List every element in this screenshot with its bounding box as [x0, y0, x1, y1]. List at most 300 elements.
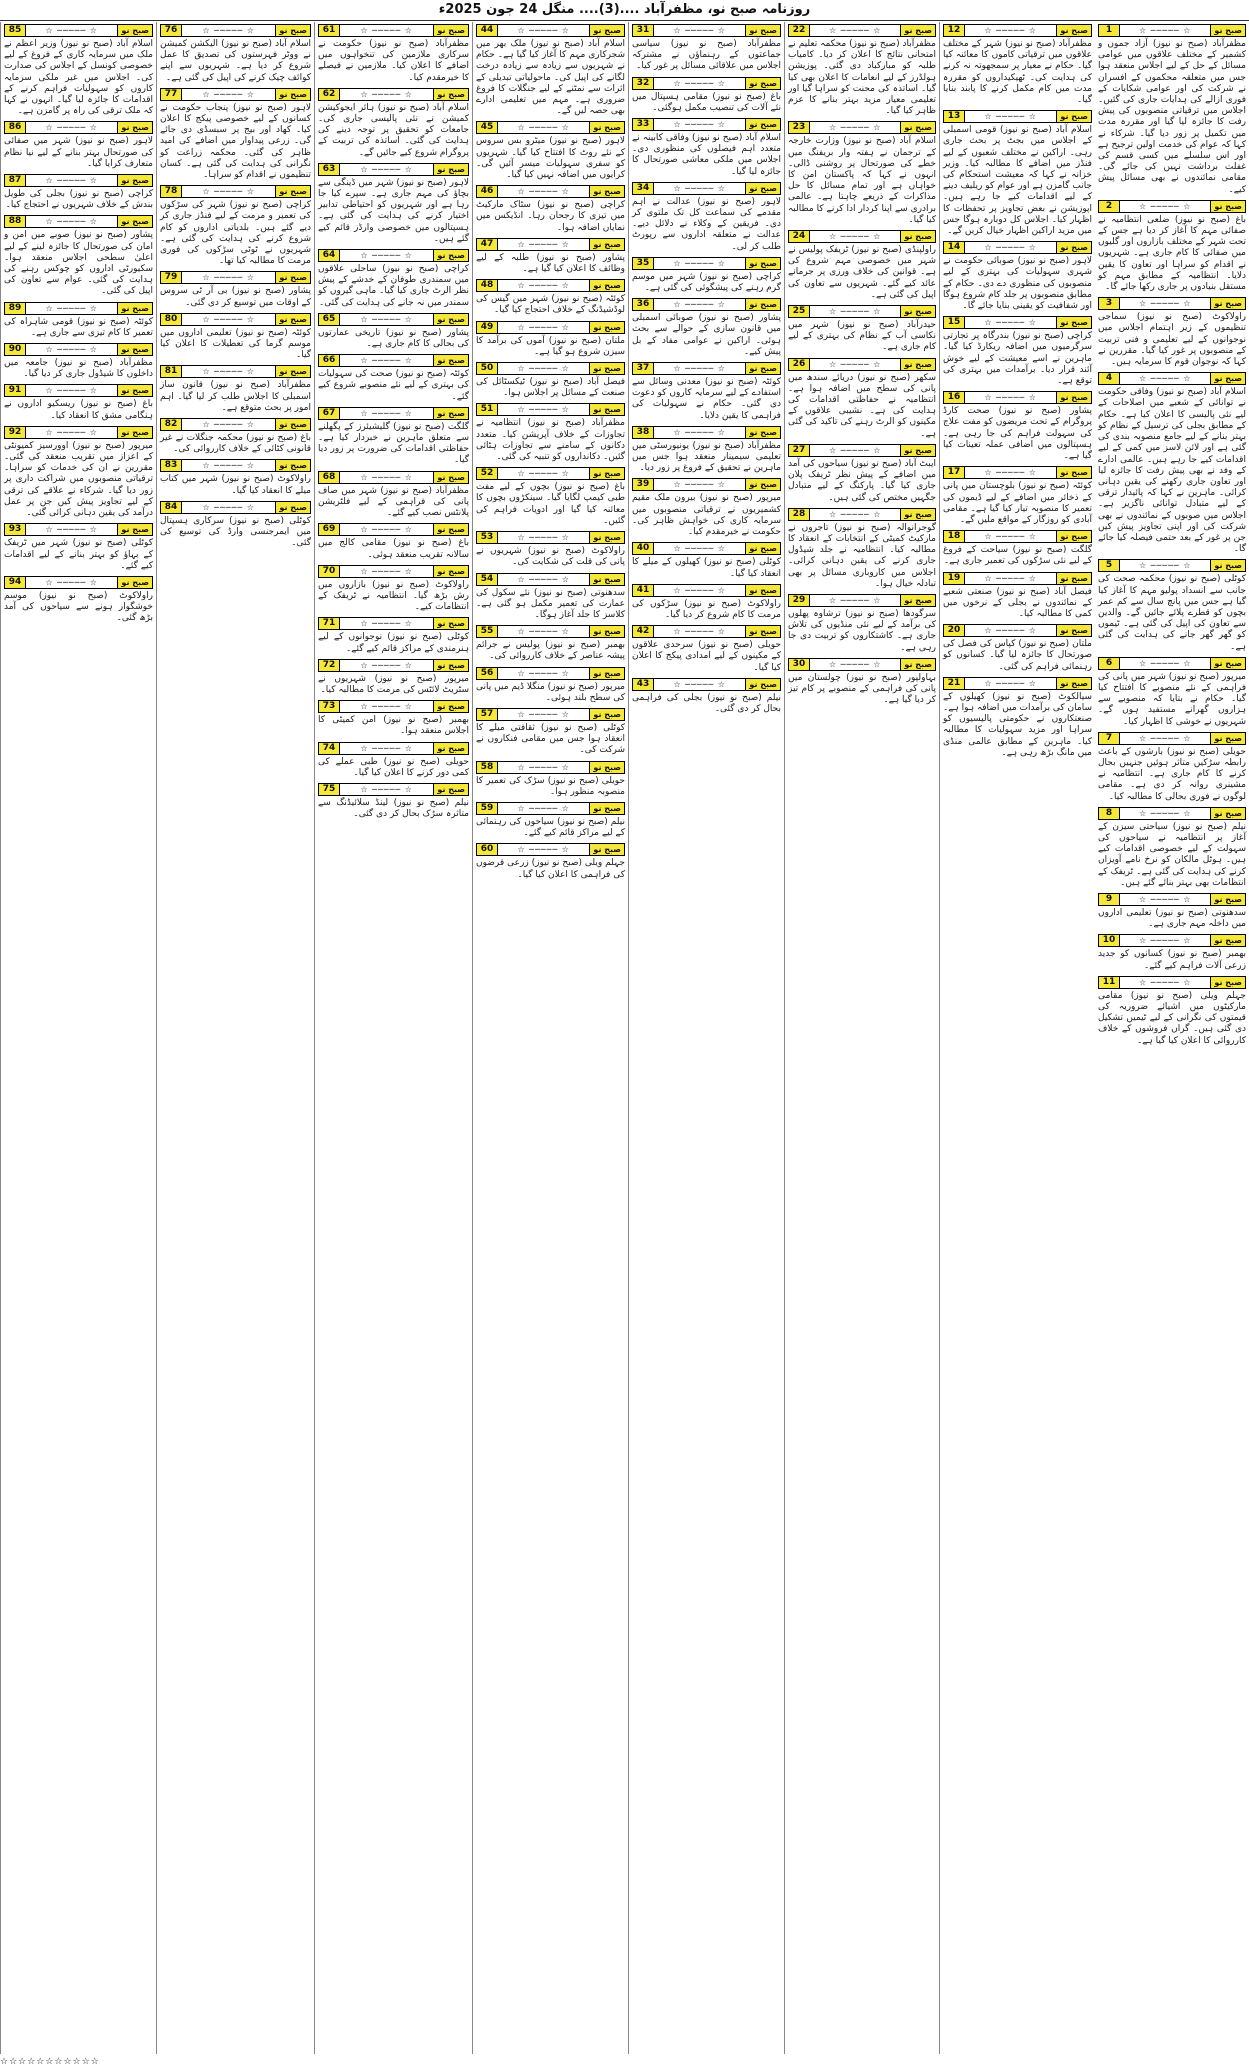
item-header-band — [1098, 200, 1246, 213]
item-header-band — [476, 667, 625, 680]
star-divider: ☆ ───── ☆ — [984, 626, 1037, 636]
paper-logo-mark: صبح نو — [900, 122, 935, 133]
item-number: 79 — [161, 272, 182, 283]
star-divider: ☆ ───── ☆ — [673, 427, 726, 437]
star-divider: ☆ ───── ☆ — [1138, 561, 1192, 571]
item-number: 2 — [1099, 201, 1120, 212]
news-text: کوٹلی (صبح نو نیوز) شہر میں ٹریفک کے بہاؤ کو بہتر بنانے کے لیے اقدامات کیے گئے۔ — [4, 538, 153, 571]
news-text: گوجرانوالہ (صبح نو نیوز) تاجروں نے مارکیٹ کمیٹی کے انتخابات کے انعقاد کا مطالبہ کیا۔ انتظامیہ نے جلد شیڈول جاری کرنے کی یقین دہانی کرائی۔ اجلاس میں کاروباری مسائل پر بھی تبادلہ خیال ہوا۔ — [788, 522, 936, 589]
star-divider: ☆ ───── ☆ — [517, 762, 570, 772]
news-text: گلگت (صبح نو نیوز) گلیشیئرز کے پگھلنے سے متعلق ماہرین نے خبردار کیا ہے۔ حفاظتی اقدامات کی ضرورت پر زور دیا گیا۔ — [318, 421, 469, 466]
news-text: حیدرآباد (صبح نو نیوز) شہر میں نکاسی آب کے نظام کی بہتری کے لیے کام جاری ہے۔ — [788, 320, 936, 353]
item-header-band — [318, 565, 469, 578]
paper-logo-mark: صبح نو — [117, 25, 152, 36]
item-header-band — [160, 185, 311, 198]
paper-logo-mark: صبح نو — [275, 502, 310, 513]
star-divider: ☆ ───── ☆ — [202, 187, 255, 197]
news-text: پشاور (صبح نو نیوز) صوبائی اسمبلی میں قانون سازی کے حوالے سے بحث ہوئی۔ اراکین نے عوامی مفاد کے بل پیش کیے۔ — [632, 313, 781, 357]
item-header-band — [318, 313, 469, 326]
item-number: 17 — [944, 467, 965, 478]
star-divider: ☆ ───── ☆ — [828, 123, 882, 133]
news-item — [943, 241, 1092, 312]
news-item — [476, 843, 625, 880]
news-item — [476, 321, 625, 358]
news-item — [1098, 893, 1246, 930]
news-text: مظفرآباد (صبح نو نیوز) شہر میں صاف پانی کی فراہمی کے لیے فلٹریشن پلانٹس نصب کیے گئے۔ — [318, 485, 469, 519]
star-divider: ☆ ───── ☆ — [517, 405, 570, 415]
news-text: باغ (صبح نو نیوز) مقامی کالج میں سالانہ تقریب منعقد ہوئی۔ — [318, 538, 469, 560]
news-text: پشاور (صبح نو نیوز) تاریخی عمارتوں کی بحالی کا کام جاری ہے۔ — [318, 327, 469, 350]
news-text: کوٹلی (صبح نو نیوز) محکمہ صحت کی جانب سے انسداد پولیو مہم کا آغاز کیا گیا ہے جس میں پانچ سال سے کم عمر بچوں کو قطرے پلائے جائیں گے۔ والدین سے تعاون کی اپیل کی گئی ہے۔ ٹیموں کو گھر گھر جانے کی ہدایت کی گئی ہے۔ — [1098, 574, 1246, 652]
paper-logo-mark: صبح نو — [117, 122, 152, 133]
star-divider: ☆ ───── ☆ — [202, 89, 255, 99]
news-column — [939, 22, 1095, 2054]
news-column — [784, 22, 939, 2054]
item-header-band — [318, 471, 469, 484]
item-header-band — [4, 24, 153, 37]
news-text: سدھنوتی (صبح نو نیوز) تعلیمی اداروں میں داخلہ مہم جاری ہے۔ — [1098, 908, 1246, 930]
news-text: لاہور (صبح نو نیوز) شہر میں صفائی کی صورتحال بہتر بنانے کے لیے نیا نظام متعارف کرایا گیا۔ — [4, 136, 153, 169]
item-header-band — [943, 316, 1092, 329]
item-number: 46 — [477, 186, 498, 197]
news-text: راولاکوٹ (صبح نو نیوز) سماجی تنظیموں کے زیر اہتمام اجلاس میں نوجوانوں کے لیے تعلیمی و فنی تربیت کے منصوبوں پر غور کیا گیا۔ مقررین نے کہا کہ نوجوان قوم کا سرمایہ ہیں۔ — [1098, 312, 1246, 368]
paper-logo-mark: صبح نو — [117, 175, 152, 186]
paper-logo-mark: صبح نو — [589, 532, 624, 543]
news-column — [472, 22, 628, 2054]
news-item — [632, 257, 781, 294]
news-text: مظفرآباد (صبح نو نیوز) محکمہ تعلیم نے امتحانی نتائج کا اعلان کر دیا۔ کامیاب طلبہ کو مبارکباد دی گئی۔ پوزیشن ہولڈرز کے لیے انعامات کا اعلان بھی کیا گیا۔ اساتذہ کی محنت کو سراہا گیا اور تعلیمی معیار مزید بہتر بنانے کا عزم ظاہر کیا گیا۔ — [788, 39, 936, 117]
news-text: لاہور (صبح نو نیوز) شہر میں ڈینگی سے بچاؤ کی مہم جاری ہے۔ سپرے کیا جا رہا ہے اور شہریوں کو احتیاطی تدابیر اختیار کرنے کی ہدایت کی گئی ہے۔ ہسپتالوں میں خصوصی وارڈز قائم کیے گئے ہیں۔ — [318, 177, 469, 244]
item-number: 15 — [944, 317, 965, 328]
news-text: راولاکوٹ (صبح نو نیوز) سڑکوں کی مرمت کا کام شروع کر دیا گیا۔ — [632, 598, 781, 620]
star-divider: ☆ ───── ☆ — [45, 427, 98, 437]
item-number: 27 — [789, 445, 810, 456]
news-text: فیصل آباد (صبح نو نیوز) صنعتی شعبے کے نمائندوں نے بجلی کے نرخوں میں کمی کا مطالبہ کیا۔ — [943, 586, 1092, 619]
star-divider: ☆ ───── ☆ — [828, 445, 882, 455]
item-header-band — [943, 110, 1092, 123]
news-text: مظفرآباد (صبح نو نیوز) آزاد جموں و کشمیر کے مختلف علاقوں میں عوامی مسائل کے حل کے لیے اجلاس منعقد ہوا جس میں متعلقہ محکموں کے افسران نے شرکت کی اور عوامی شکایات کے فوری ازالے کی ہدایات جاری کی گئیں۔ اجلاس میں ترقیاتی منصوبوں کی پیش رفت کا جائزہ لیا گیا اور مقررہ مدت میں تکمیل پر زور دیا گیا۔ شرکاء نے کہا کہ عوام کی خدمت اولین ترجیح ہے اور اس سلسلے میں کسی قسم کی غفلت برداشت نہیں کی جائے گی۔ مقامی نمائندوں نے بھی مسائل پیش کیے۔ — [1098, 39, 1246, 195]
paper-logo-mark: صبح نو — [589, 574, 624, 585]
news-text: میرپور (صبح نو نیوز) شہر میں پانی کی فراہمی کے نئے منصوبے کا افتتاح کیا گیا۔ حکام نے بتایا کہ منصوبے سے ہزاروں گھرانے مستفید ہوں گے۔ شہریوں نے خوشی کا اظہار کیا۔ — [1098, 671, 1246, 727]
paper-logo-mark: صبح نو — [900, 231, 935, 242]
item-number: 63 — [319, 164, 340, 175]
star-divider: ☆ ───── ☆ — [828, 509, 882, 519]
star-divider: ☆ ───── ☆ — [1138, 201, 1192, 211]
paper-logo-mark: صبح نو — [1056, 678, 1091, 689]
paper-logo-mark: صبح نو — [589, 709, 624, 720]
star-divider: ☆ ───── ☆ — [673, 585, 726, 595]
news-item — [160, 365, 311, 414]
news-column — [0, 22, 156, 2054]
item-number: 81 — [161, 366, 182, 377]
news-text: کوٹلی (صبح نو نیوز) کھیلوں کے میلے کا انعقاد کیا گیا۔ — [632, 557, 781, 579]
item-header-band — [476, 403, 625, 416]
item-number: 88 — [5, 216, 26, 227]
item-number: 37 — [633, 363, 654, 374]
paper-logo-mark: صبح نو — [1210, 894, 1245, 905]
news-item — [476, 467, 625, 527]
item-header-band — [788, 508, 936, 521]
paper-logo-mark: صبح نو — [433, 25, 468, 36]
news-item — [476, 185, 625, 234]
news-item — [160, 501, 311, 550]
news-item — [632, 678, 781, 715]
news-text: میرپور (صبح نو نیوز) اوورسیز کمیونٹی کے اعزاز میں تقریب منعقد کی گئی۔ مقررین نے ان کی خدمات کو سراہا۔ ترقیاتی منصوبوں میں شراکت داری پر زور دیا گیا۔ شرکاء نے علاقے کی ترقی کے لیے تجاویز پیش کیں جن پر عمل درآمد کی یقین دہانی کرائی گئی۔ — [4, 440, 153, 519]
item-header-band — [4, 215, 153, 228]
item-header-band — [788, 230, 936, 243]
news-item — [4, 426, 153, 519]
news-item — [1098, 24, 1246, 196]
item-number: 24 — [789, 231, 810, 242]
item-number: 57 — [477, 709, 498, 720]
star-divider: ☆ ───── ☆ — [45, 26, 98, 35]
item-number: 74 — [319, 743, 340, 754]
item-number: 32 — [633, 78, 654, 89]
paper-logo-mark: صبح نو — [589, 844, 624, 855]
paper-logo-mark: صبح نو — [900, 659, 935, 670]
item-header-band — [476, 121, 625, 134]
item-header-band — [318, 659, 469, 672]
paper-logo-mark: صبح نو — [745, 626, 780, 637]
paper-logo-mark: صبح نو — [745, 479, 780, 490]
news-column — [314, 22, 472, 2054]
news-text: لاہور (صبح نو نیوز) صوبائی حکومت نے شہری سہولیات کی بہتری کے لیے منصوبوں کی منظوری دے دی۔ حکام کے مطابق منصوبوں پر جلد کام شروع ہوگا اور شفافیت کو یقینی بنایا جائے گا۔ — [943, 256, 1092, 312]
item-header-band — [318, 354, 469, 367]
star-divider: ☆ ───── ☆ — [517, 364, 570, 374]
news-item — [318, 700, 469, 737]
news-item — [476, 238, 625, 275]
item-header-band — [632, 426, 781, 439]
star-divider: ☆ ───── ☆ — [360, 408, 413, 418]
paper-logo-mark: صبح نو — [433, 355, 468, 366]
news-text: ایبٹ آباد (صبح نو نیوز) سیاحوں کی آمد میں اضافے کے پیش نظر ٹریفک پلان جاری کیا گیا۔ پارکنگ کے لیے متبادل جگہیں مختص کی گئی ہیں۔ — [788, 458, 936, 503]
star-divider: ☆ ───── ☆ — [828, 595, 882, 605]
star-divider: ☆ ───── ☆ — [1138, 658, 1192, 668]
paper-logo-mark: صبح نو — [900, 595, 935, 606]
news-item — [318, 88, 469, 159]
item-header-band — [632, 478, 781, 491]
star-divider: ☆ ───── ☆ — [984, 243, 1037, 253]
star-divider: ☆ ───── ☆ — [517, 574, 570, 584]
item-number: 44 — [477, 25, 498, 36]
news-item — [943, 624, 1092, 673]
star-divider: ☆ ───── ☆ — [517, 533, 570, 543]
star-divider: ☆ ───── ☆ — [45, 123, 98, 133]
news-item — [1098, 372, 1246, 555]
item-header-band — [632, 584, 781, 597]
item-number: 21 — [944, 678, 965, 689]
star-divider: ☆ ───── ☆ — [984, 678, 1037, 688]
star-divider: ☆ ───── ☆ — [360, 164, 413, 174]
news-text: کوٹلی (صبح نو نیوز) سرکاری ہسپتال میں ایمرجنسی وارڈ کی توسیع کی گئی۔ — [160, 515, 311, 549]
item-number: 85 — [5, 25, 26, 36]
news-item — [788, 121, 936, 226]
news-item — [318, 163, 469, 245]
item-header-band — [160, 88, 311, 101]
star-divider: ☆ ───── ☆ — [517, 709, 570, 719]
news-text: اسلام آباد (صبح نو نیوز) الیکشن کمیشن نے ووٹر فہرستوں کی تصدیق کا عمل شروع کر دیا ہے۔ شہریوں سے اپنے کوائف چیک کرنے کی اپیل کی گئی ہے۔ — [160, 39, 311, 83]
item-number: 8 — [1099, 808, 1120, 819]
news-text: سکھر (صبح نو نیوز) دریائے سندھ میں پانی کی سطح میں اضافہ ہوا ہے۔ انتظامیہ نے حفاظتی اقدامات کی ہدایت کی ہے۔ نشیبی علاقوں کے مکینوں کو الرٹ رہنے کی تاکید کی گئی ہے۔ — [788, 372, 936, 439]
item-header-band — [4, 121, 153, 134]
item-header-band — [1098, 934, 1246, 947]
news-text: باغ (صبح نو نیوز) بچوں کے لیے مفت طبی کیمپ لگایا گیا۔ سینکڑوں بچوں کا معائنہ کیا گیا اور ادویات فراہم کی گئیں۔ — [476, 482, 625, 526]
news-text: پشاور (صبح نو نیوز) صوبے میں امن و امان کی صورتحال کا جائزہ لینے کے لیے اعلیٰ سطحی اجلاس منعقد ہوا۔ سکیورٹی اداروں کو چوکس رہنے کی ہدایت کی گئی۔ عوام سے تعاون کی اپیل کی گئی۔ — [4, 230, 153, 297]
star-divider: ☆ ───── ☆ — [984, 393, 1037, 403]
item-header-band — [318, 617, 469, 630]
news-text: بھمبر (صبح نو نیوز) پولیس نے جرائم پیشہ عناصر کے خلاف کارروائی کی۔ — [476, 640, 625, 662]
news-item — [476, 625, 625, 662]
paper-logo-mark: صبح نو — [745, 427, 780, 438]
item-header-band — [632, 298, 781, 311]
news-text: باغ (صبح نو نیوز) ضلعی انتظامیہ نے صفائی مہم کا آغاز کر دیا ہے جس کے تحت شہر کے مختلف بازاروں اور گلیوں میں صفائی کا کام جاری ہے۔ شہریوں نے اقدام کو سراہا اور تعاون کا یقین دلایا۔ انتظامیہ کے مطابق مہم کو مستقل بنیادوں پر جاری رکھا جائے گا۔ — [1098, 214, 1246, 293]
item-header-band — [476, 802, 625, 815]
star-divider: ☆ ───── ☆ — [202, 314, 255, 324]
star-divider: ☆ ───── ☆ — [202, 26, 255, 35]
item-header-band — [788, 358, 936, 371]
news-text: بھمبر (صبح نو نیوز) کسانوں کو جدید زرعی آلات فراہم کیے گئے۔ — [1098, 949, 1246, 971]
news-item — [318, 354, 469, 403]
item-header-band — [160, 418, 311, 431]
item-number: 52 — [477, 468, 498, 479]
item-number: 78 — [161, 186, 182, 197]
item-number: 20 — [944, 625, 965, 636]
news-column — [628, 22, 784, 2054]
item-number: 87 — [5, 175, 26, 186]
news-text: اسلام آباد (صبح نو نیوز) ملک بھر میں شجرکاری مہم کا آغاز کیا گیا ہے۔ حکام نے شہریوں سے زیادہ سے زیادہ درخت لگانے کی اپیل کی۔ ماحولیاتی تبدیلی کے اثرات سے نمٹنے کے لیے جنگلات کا فروغ ضروری ہے۔ مہم میں تعلیمی ادارے بھی حصہ لیں گے۔ — [476, 39, 625, 117]
paper-logo-mark: صبح نو — [589, 762, 624, 773]
paper-logo-mark: صبح نو — [433, 164, 468, 175]
news-item — [4, 302, 153, 339]
star-divider: ☆ ───── ☆ — [673, 120, 726, 130]
paper-logo-mark: صبح نو — [589, 280, 624, 291]
paper-logo-mark: صبح نو — [1056, 242, 1091, 253]
item-number: 69 — [319, 524, 340, 535]
news-text: حویلی (صبح نو نیوز) سڑک کی تعمیر کا منصوبہ منظور ہوا۔ — [476, 775, 625, 797]
item-header-band — [476, 321, 625, 334]
item-header-band — [943, 241, 1092, 254]
news-item — [318, 471, 469, 520]
paper-logo-mark: صبح نو — [1056, 25, 1091, 36]
item-number: 18 — [944, 531, 965, 542]
news-item — [943, 24, 1092, 106]
star-divider: ☆ ───── ☆ — [360, 566, 413, 576]
item-header-band — [476, 625, 625, 638]
news-text: راولپنڈی (صبح نو نیوز) ٹریفک پولیس نے شہر میں خصوصی مہم شروع کی ہے۔ قوانین کی خلاف ورزی پر جرمانے عائد کیے گئے۔ شہریوں سے تعاون کی اپیل کی گئی ہے۔ — [788, 245, 936, 300]
paper-logo-mark: صبح نو — [1056, 573, 1091, 584]
item-number: 43 — [633, 679, 654, 690]
news-item — [632, 426, 781, 475]
star-divider: ☆ ───── ☆ — [517, 281, 570, 291]
paper-logo-mark: صبح نو — [433, 472, 468, 483]
item-number: 53 — [477, 532, 498, 543]
paper-logo-mark: صبح نو — [745, 363, 780, 374]
item-number: 26 — [789, 359, 810, 370]
news-text: میرپور (صبح نو نیوز) شہریوں نے سٹریٹ لائٹس کی مرمت کا مطالبہ کیا۔ — [318, 673, 469, 695]
news-text: لاہور (صبح نو نیوز) میٹرو بس سروس کے نئے روٹ کا افتتاح کیا گیا۔ شہریوں کو سفری سہولیات میسر آئیں گی۔ کرایوں میں اضافہ نہیں کیا گیا۔ — [476, 136, 625, 181]
item-header-band — [160, 313, 311, 326]
star-divider: ☆ ───── ☆ — [45, 525, 98, 535]
star-divider: ☆ ───── ☆ — [828, 232, 882, 242]
star-divider: ☆ ───── ☆ — [673, 679, 726, 689]
paper-logo-mark: صبح نو — [275, 460, 310, 471]
star-divider: ☆ ───── ☆ — [984, 318, 1037, 328]
item-header-band — [632, 625, 781, 638]
star-divider: ☆ ───── ☆ — [45, 577, 98, 587]
news-text: مظفرآباد (صبح نو نیوز) قانون ساز اسمبلی کا اجلاس طلب کر لیا گیا۔ اہم امور پر بحث متوقع ہے۔ — [160, 380, 311, 413]
item-number: 64 — [319, 250, 340, 261]
item-number: 38 — [633, 427, 654, 438]
news-text: مظفرآباد (صبح نو نیوز) جامعہ میں داخلوں کا شیڈول جاری کر دیا گیا۔ — [4, 358, 153, 380]
star-divider: ☆ ───── ☆ — [673, 364, 726, 374]
news-text: باغ (صبح نو نیوز) ریسکیو اداروں نے ہنگامی مشق کا انعقاد کیا۔ — [4, 399, 153, 421]
item-number: 13 — [944, 111, 965, 122]
star-divider: ☆ ───── ☆ — [984, 112, 1037, 122]
star-divider: ☆ ───── ☆ — [517, 322, 570, 332]
news-item — [788, 305, 936, 354]
news-item — [4, 24, 153, 117]
paper-logo-mark: صبح نو — [589, 404, 624, 415]
item-number: 58 — [477, 762, 498, 773]
news-item — [476, 802, 625, 839]
star-divider: ☆ ───── ☆ — [1138, 936, 1192, 946]
news-item — [943, 316, 1092, 387]
news-text: کراچی (صبح نو نیوز) ساحلی علاقوں میں سمندری طوفان کے خدشے کے پیش نظر الرٹ جاری کیا گیا۔ ماہی گیروں کو سمندر میں نہ جانے کی ہدایت کی گئی۔ — [318, 264, 469, 308]
news-item — [160, 313, 311, 362]
news-item — [788, 594, 936, 654]
item-header-band — [943, 677, 1092, 690]
item-header-band — [1098, 893, 1246, 906]
item-header-band — [4, 384, 153, 397]
item-header-band — [160, 459, 311, 472]
paper-logo-mark: صبح نو — [1056, 531, 1091, 542]
news-item — [788, 230, 936, 301]
item-header-band — [160, 501, 311, 514]
item-number: 83 — [161, 460, 182, 471]
news-item — [4, 576, 153, 625]
item-header-band — [160, 365, 311, 378]
item-header-band — [1098, 657, 1246, 670]
paper-logo-mark: صبح نو — [117, 385, 152, 396]
paper-logo-mark: صبح نو — [275, 25, 310, 36]
item-number: 28 — [789, 509, 810, 520]
paper-logo-mark: صبح نو — [745, 183, 780, 194]
item-header-band — [318, 24, 469, 37]
news-item — [318, 249, 469, 309]
item-number: 89 — [5, 303, 26, 314]
item-header-band — [476, 761, 625, 774]
star-divider: ☆ ───── ☆ — [828, 659, 882, 669]
news-item — [318, 659, 469, 696]
item-header-band — [4, 426, 153, 439]
star-divider: ☆ ───── ☆ — [202, 420, 255, 430]
news-item — [318, 742, 469, 779]
paper-logo-mark: صبح نو — [1210, 298, 1245, 309]
news-item — [788, 508, 936, 590]
news-item — [4, 384, 153, 421]
star-divider: ☆ ───── ☆ — [360, 472, 413, 482]
paper-logo-mark: صبح نو — [745, 25, 780, 36]
news-text: نیلم (صبح نو نیوز) سیاحوں کی رہنمائی کے لیے مراکز قائم کیے گئے۔ — [476, 816, 625, 839]
news-text: کراچی (صبح نو نیوز) شہر میں موسم گرم رہنے کی پیشگوئی کی گئی ہے۔ — [632, 271, 781, 294]
item-number: 45 — [477, 122, 498, 133]
item-number: 91 — [5, 385, 26, 396]
item-number: 41 — [633, 585, 654, 596]
item-number: 4 — [1099, 373, 1120, 384]
star-divider: ☆ ───── ☆ — [673, 627, 726, 637]
news-item — [160, 418, 311, 455]
news-item — [160, 185, 311, 267]
news-item — [476, 279, 625, 316]
news-item — [1098, 297, 1246, 368]
news-item — [476, 403, 625, 463]
item-number: 70 — [319, 566, 340, 577]
item-number: 60 — [477, 844, 498, 855]
news-text: بہاولپور (صبح نو نیوز) چولستان میں پانی کی فراہمی کے منصوبے پر کام تیز کر دیا گیا ہے۔ — [788, 672, 936, 706]
news-text: سدھنوتی (صبح نو نیوز) نئے سکول کی عمارت کی تعمیر مکمل ہو گئی ہے۔ کلاسز کا جلد آغاز ہوگا۔ — [476, 587, 625, 620]
star-divider: ☆ ───── ☆ — [517, 668, 570, 678]
news-item — [318, 565, 469, 614]
paper-logo-mark: صبح نو — [433, 660, 468, 671]
paper-logo-mark: صبح نو — [117, 524, 152, 535]
news-item — [943, 466, 1092, 526]
star-divider: ☆ ───── ☆ — [45, 176, 98, 186]
item-header-band — [943, 24, 1092, 37]
item-header-band — [4, 174, 153, 187]
paper-logo-mark: صبح نو — [589, 239, 624, 250]
item-header-band — [1098, 807, 1246, 820]
news-item — [476, 667, 625, 704]
item-header-band — [476, 573, 625, 586]
paper-logo-mark: صبح نو — [1210, 808, 1245, 819]
news-item — [632, 182, 781, 253]
news-item — [160, 271, 311, 308]
item-header-band — [476, 362, 625, 375]
news-item — [1098, 732, 1246, 803]
item-header-band — [632, 542, 781, 555]
item-header-band — [476, 467, 625, 480]
item-number: 51 — [477, 404, 498, 415]
news-text: سرگودھا (صبح نو نیوز) ترشاوہ پھلوں کی برآمد کے لیے نئی منڈیوں کی تلاش جاری ہے۔ کاشتکاروں کو تربیت دی جا رہی ہے۔ — [788, 608, 936, 653]
news-item — [4, 523, 153, 572]
paper-logo-mark: صبح نو — [745, 299, 780, 310]
news-text: اسلام آباد (صبح نو نیوز) وزیر اعظم نے ملک میں سرمایہ کاری کے فروغ کے لیے خصوصی کونسل کے اجلاس کی صدارت کی۔ اجلاس میں غیر ملکی سرمایہ کاروں کو سہولیات فراہم کرنے کے اقدامات کا جائزہ لیا گیا۔ انہوں نے کہا کہ ملک ترقی کی راہ پر گامزن ہے۔ — [4, 39, 153, 117]
news-item — [1098, 657, 1246, 728]
star-divider: ☆ ───── ☆ — [673, 300, 726, 310]
star-divider: ☆ ───── ☆ — [1138, 299, 1192, 309]
news-text: مظفرآباد (صبح نو نیوز) یونیورسٹی میں تعلیمی سیمینار منعقد ہوا جس میں ماہرین نے تحقیق کے فروغ پر زور دیا۔ — [632, 440, 781, 474]
item-header-band — [160, 271, 311, 284]
item-number: 77 — [161, 89, 182, 100]
news-item — [318, 617, 469, 654]
news-item — [943, 677, 1092, 759]
item-number: 76 — [161, 25, 182, 36]
star-divider: ☆ ───── ☆ — [1138, 374, 1192, 384]
paper-logo-mark: صبح نو — [433, 314, 468, 325]
item-number: 80 — [161, 314, 182, 325]
star-divider: ☆ ───── ☆ — [1138, 808, 1192, 818]
news-item — [318, 783, 469, 820]
item-header-band — [1098, 372, 1246, 385]
star-divider: ☆ ───── ☆ — [360, 356, 413, 366]
star-divider: ☆ ───── ☆ — [517, 845, 570, 855]
item-number: 5 — [1099, 560, 1120, 571]
news-item — [632, 478, 781, 538]
news-text: پشاور (صبح نو نیوز) صحت کارڈ پروگرام کے تحت مریضوں کو مفت علاج کی سہولت فراہم کی جا رہی ہے۔ ہسپتالوں میں اضافی عملہ تعینات کیا گیا ہے۔ — [943, 406, 1092, 462]
paper-logo-mark: صبح نو — [275, 366, 310, 377]
item-header-band — [943, 624, 1092, 637]
paper-logo-mark: صبح نو — [275, 314, 310, 325]
